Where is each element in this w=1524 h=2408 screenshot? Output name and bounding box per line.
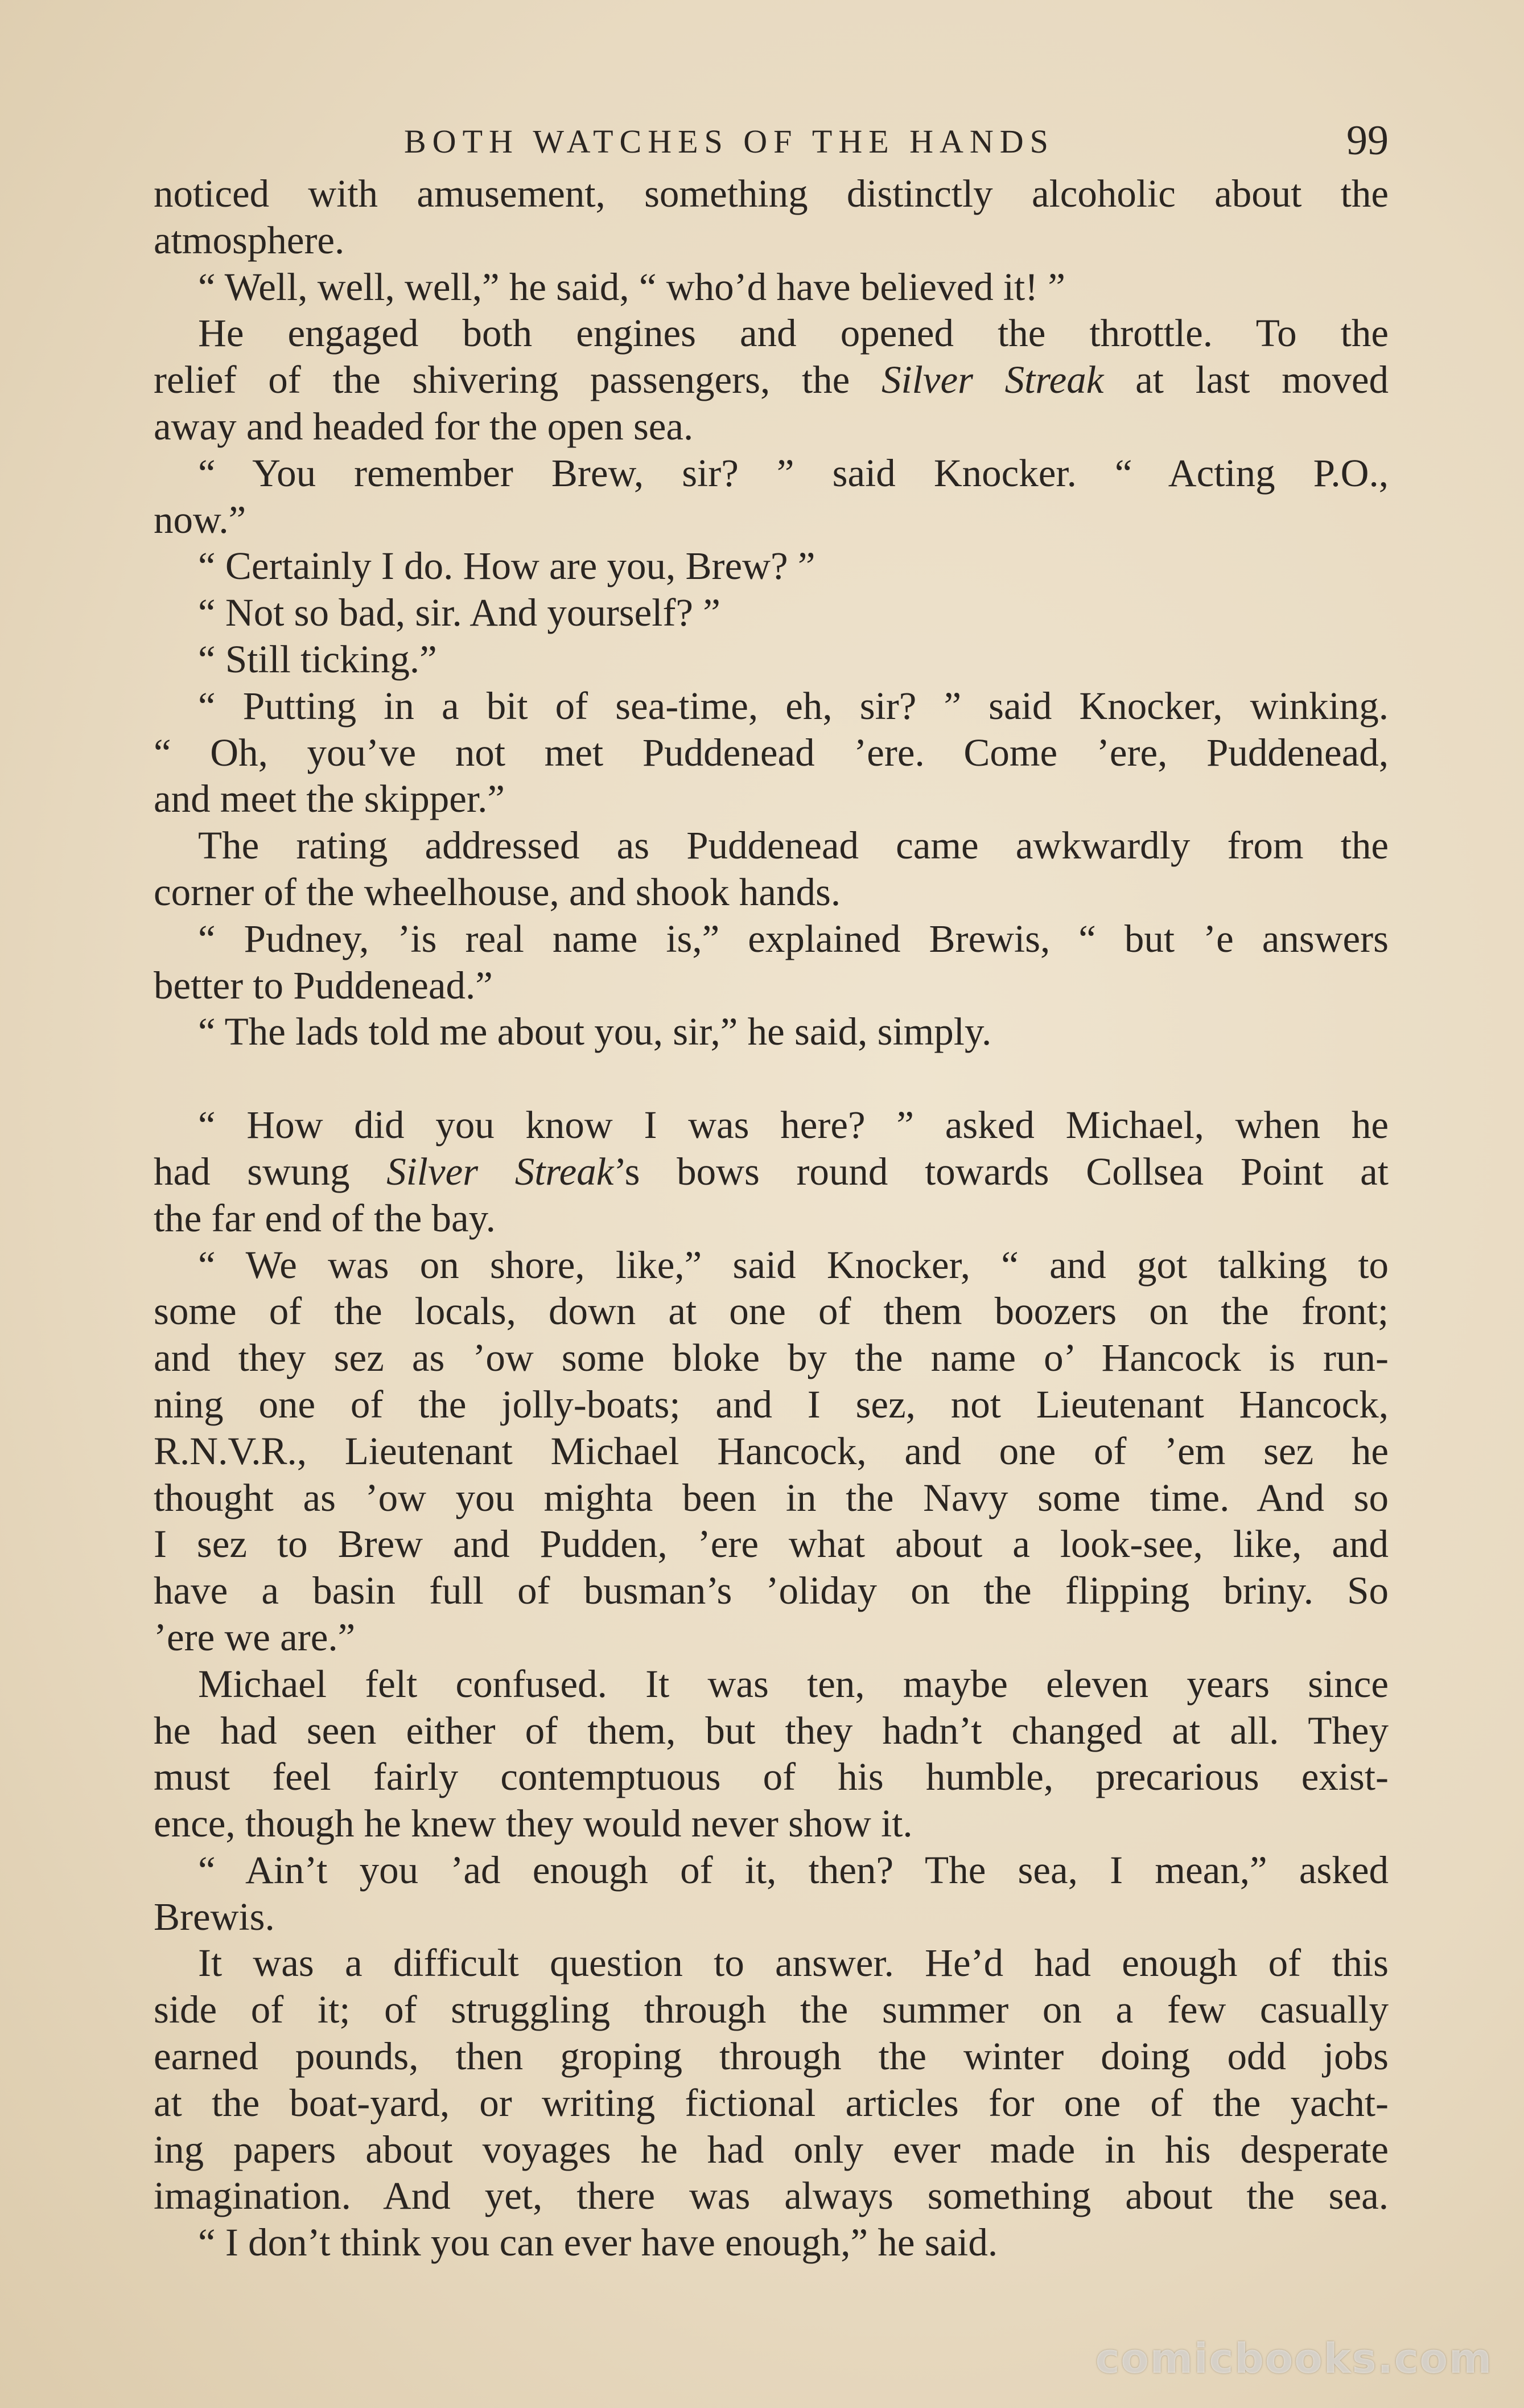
text-line: The rating addressed as Puddenead came awkwardly from the <box>198 824 1389 868</box>
text-line: R.N.V.R., Lieutenant Michael Hancock, and one of ’em sez he <box>154 1429 1389 1473</box>
text-line: relief of the shivering passengers, the Silver Streak at last moved <box>154 358 1389 402</box>
text-line: have a basin full of busman’s ’oliday on the flipping briny. So <box>154 1569 1389 1613</box>
text-line: “ Putting in a bit of sea-time, eh, sir? ” said Knocker, winking. <box>198 684 1389 728</box>
text-line: ence, though he knew they would never show it. <box>154 1802 913 1846</box>
text-line: earned pounds, then groping through the winter doing odd jobs <box>154 2035 1389 2078</box>
text-line: ’ere we are.” <box>154 1615 356 1659</box>
text-line: he had seen either of them, but they hadn’t changed at all. They <box>154 1708 1389 1752</box>
text-line: “ Well, well, well,” he said, “ who’d have believed it! ” <box>198 265 1066 309</box>
text-line: better to Puddenead.” <box>154 963 493 1007</box>
text-line: “ The lads told me about you, sir,” he said, simply. <box>198 1010 992 1054</box>
text-line: side of it; of struggling through the summer on a few casually <box>154 1988 1389 2032</box>
text-line: “ I don’t think you can ever have enough,” he said. <box>198 2221 998 2265</box>
text-line: Michael felt confused. It was ten, maybe eleven years since <box>198 1662 1389 1706</box>
text-line: It was a difficult question to answer. He’d had enough of this <box>198 1941 1389 1985</box>
text-line: imagination. And yet, there was always something about the sea. <box>154 2174 1389 2218</box>
text-line: at the boat-yard, or writing fictional articles for one of the yacht- <box>154 2081 1389 2125</box>
text-line: ing papers about voyages he had only ever made in his desperate <box>154 2127 1389 2171</box>
page-number: 99 <box>1346 117 1389 164</box>
text-line: “ You remember Brew, sir? ” said Knocker. “ Acting P.O., <box>198 451 1389 495</box>
text-line: atmosphere. <box>154 218 345 262</box>
ship-name: Silver Streak <box>881 358 1104 402</box>
text-line: “ Certainly I do. How are you, Brew? ” <box>198 544 815 588</box>
watermark: comicbooks.com <box>1095 2335 1493 2382</box>
running-head: BOTH WATCHES OF THE HANDS <box>404 123 1055 160</box>
section-break <box>154 1055 1389 1102</box>
text-line: He engaged both engines and opened the throttle. To the <box>198 311 1389 355</box>
text-line: “ How did you know I was here? ” asked Michael, when he <box>198 1103 1389 1147</box>
text-line: must feel fairly contemptuous of his humble, precarious exist- <box>154 1755 1389 1799</box>
text-line: “ We was on shore, like,” said Knocker, “ and got talking to <box>198 1243 1389 1287</box>
text-line: the far end of the bay. <box>154 1196 496 1240</box>
text-line: had swung Silver Streak’s bows round towards Collsea Point at <box>154 1149 1389 1193</box>
text-line: corner of the wheelhouse, and shook hands. <box>154 870 841 914</box>
text-line: “ Pudney, ’is real name is,” explained Brewis, “ but ’e answers <box>198 917 1389 960</box>
ship-name: Silver Streak <box>386 1149 614 1193</box>
text-line: and meet the skipper.” <box>154 777 505 821</box>
text-line: noticed with amusement, something distinctly alcoholic about the <box>154 172 1389 215</box>
text-line: “ Not so bad, sir. And yourself? ” <box>198 591 720 635</box>
text-line: away and headed for the open sea. <box>154 404 694 448</box>
page-header <box>154 117 1389 168</box>
text-line: some of the locals, down at one of them boozers on the front; <box>154 1289 1389 1333</box>
text-line: “ Oh, you’ve not met Puddenead ’ere. Come ’ere, Puddenead, <box>154 730 1389 774</box>
text-line: I sez to Brew and Pudden, ’ere what about a look-see, like, and <box>154 1522 1389 1566</box>
text-line: ning one of the jolly-boats; and I sez, not Lieutenant Hancock, <box>154 1382 1389 1426</box>
body-text <box>154 171 1389 2266</box>
text-line: thought as ’ow you mighta been in the Navy some time. And so <box>154 1476 1389 1519</box>
text-line: Brewis. <box>154 1895 275 1938</box>
text-line: now.” <box>154 498 246 541</box>
text-line: “ Still ticking.” <box>198 637 437 681</box>
text-line: and they sez as ’ow some bloke by the name o’ Hancock is run- <box>154 1336 1389 1380</box>
text-line: “ Ain’t you ’ad enough of it, then? The sea, I mean,” asked <box>198 1848 1389 1892</box>
